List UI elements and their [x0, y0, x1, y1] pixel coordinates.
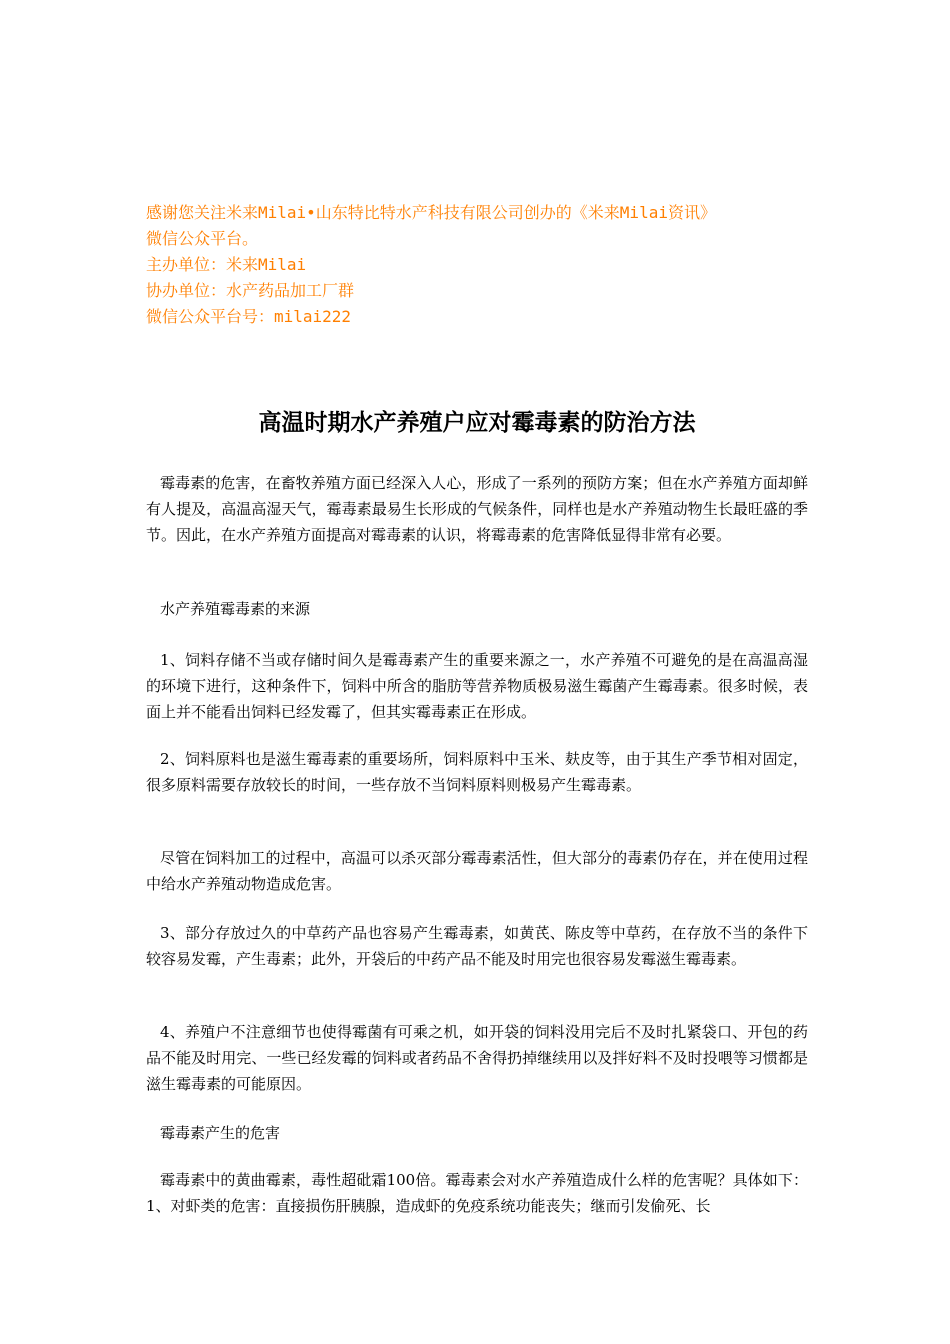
source-point-4: 4、养殖户不注意细节也使得霉菌有可乘之机，如开袋的饲料没用完后不及时扎紧袋口、开包的药品不能及时用完、一些已经发霉的饲料或者药品不舍得扔掉继续用以及拌好料不及时投喂等习惯都是滋生霉毒素的可能原因。 [146, 1023, 808, 1093]
header-thanks-line-continued: 微信公众平台。 [146, 229, 259, 248]
source-point-2: 2、饲料原料也是滋生霉毒素的重要场所，饲料原料中玉米、麸皮等，由于其生产季节相对固定，很多原料需要存放较长的时间，一些存放不当饲料原料则极易产生霉毒素。 [146, 750, 808, 794]
article-title: 高温时期水产养殖户应对霉毒素的防治方法 [258, 409, 696, 436]
header-thanks-line: 感谢您关注米来Milai•山东特比特水产科技有限公司创办的《米来Milai资讯》 [146, 203, 716, 222]
section-heading-sources: 水产养殖霉毒素的来源 [160, 600, 311, 618]
header-co-sponsor: 协办单位：水产药品加工厂群 [146, 281, 355, 300]
intro-paragraph: 霉毒素的危害，在畜牧养殖方面已经深入人心，形成了一系列的预防方案；但在水产养殖方面却鲜有人提及，高温高湿天气，霉毒素最易生长形成的气候条件，同样也是水产养殖动物生长最旺盛的季节。因此，在水产养殖方面提高对霉毒素的认识，将霉毒素的危害降低显得非常有必要。 [146, 474, 808, 544]
header-wechat-id: 微信公众平台号：milai222 [146, 307, 352, 326]
harm-paragraph: 霉毒素中的黄曲霉素，毒性超砒霜100倍。霉毒素会对水产养殖造成什么样的危害呢？具体如下：1、对虾类的危害：直接损伤肝胰腺，造成虾的免疫系统功能丧失；继而引发偷死、长 [146, 1171, 808, 1215]
publisher-header [146, 200, 808, 330]
section-heading-harms: 霉毒素产生的危害 [160, 1124, 281, 1142]
processing-note-paragraph: 尽管在饲料加工的过程中，高温可以杀灭部分霉毒素活性，但大部分的毒素仍存在，并在使用过程中给水产养殖动物造成危害。 [146, 849, 808, 893]
source-point-3: 3、部分存放过久的中草药产品也容易产生霉毒素，如黄芪、陈皮等中草药，在存放不当的条件下较容易发霉，产生毒素；此外，开袋后的中药产品不能及时用完也很容易发霉滋生霉毒素。 [146, 924, 808, 968]
header-sponsor: 主办单位：米来Milai [146, 255, 307, 274]
source-point-1: 1、饲料存储不当或存储时间久是霉毒素产生的重要来源之一，水产养殖不可避免的是在高温高湿的环境下进行，这种条件下，饲料中所含的脂肪等营养物质极易滋生霉菌产生霉毒素。很多时候，表面上并不能看出饲料已经发霉了，但其实霉毒素正在形成。 [146, 651, 808, 721]
